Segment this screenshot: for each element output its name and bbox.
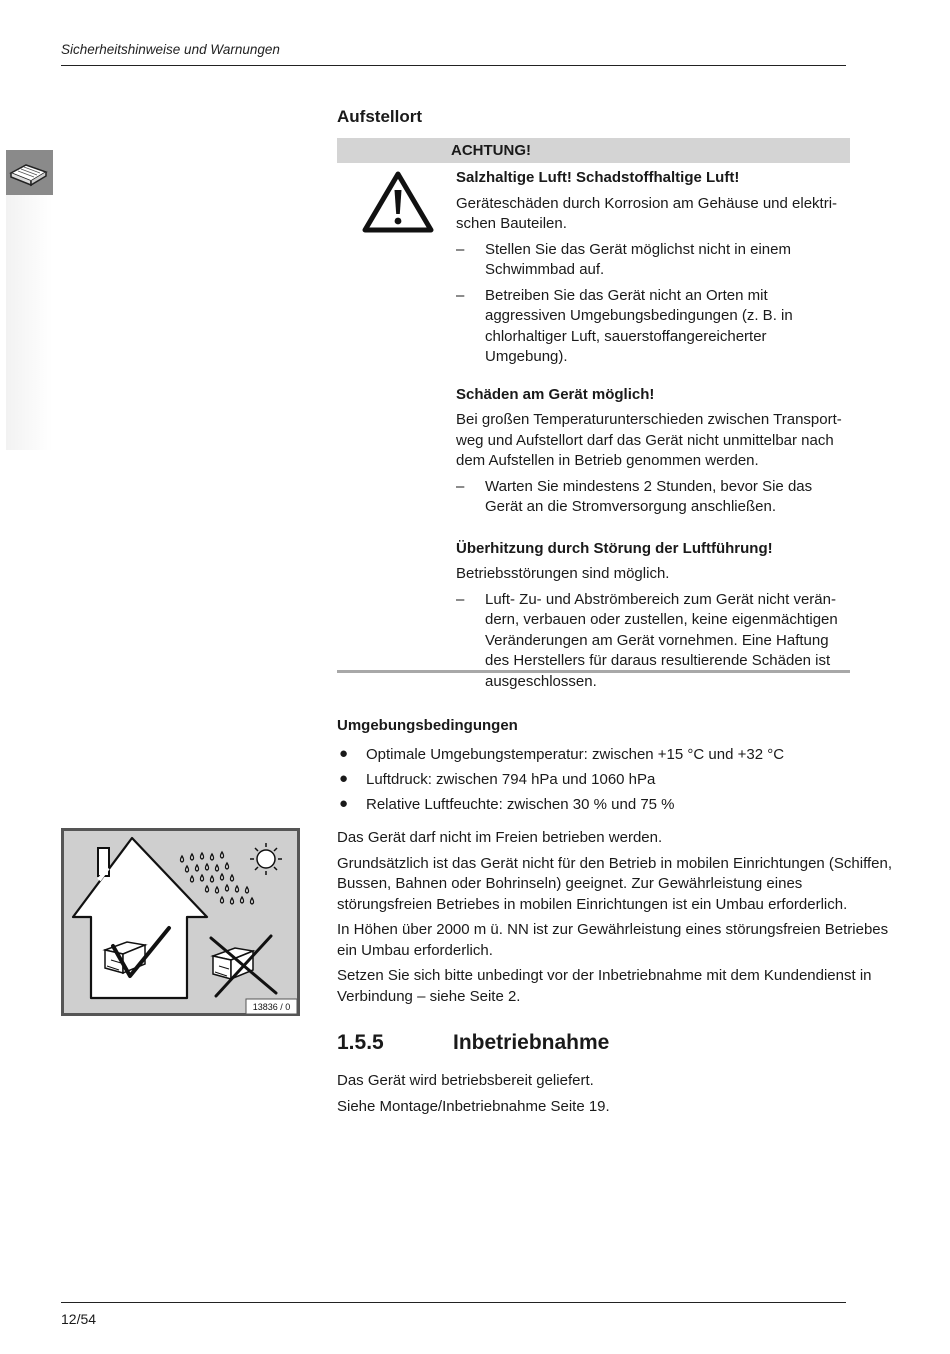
warning-triangle-icon	[361, 170, 435, 234]
dash-marker: –	[456, 286, 465, 304]
bullet-marker: ●	[339, 795, 349, 812]
paragraph: Grundsätzlich ist das Gerät nicht für den Betrieb in mobilen Einrichtungen (Schiffen, Bussen, Bahnen oder Bohrinseln) geeignet. Zur Gewährleistung eines störungsfreien Betriebes in mobilen Einrichtungen ist ein Umbau erforderlich.	[337, 854, 893, 913]
warning-heading-overheating: Überhitzung durch Störung der Luftführung!	[456, 539, 773, 557]
side-tab	[6, 195, 53, 450]
header-rule	[61, 65, 846, 66]
paragraph: Siehe Montage/Inbetriebnahme Seite 19.	[337, 1097, 610, 1115]
dash-marker: –	[456, 590, 465, 608]
warning-text-malfunction: Betriebsstörungen sind möglich.	[456, 565, 670, 582]
warning-title: ACHTUNG!	[451, 142, 531, 159]
warning-heading-salt-air: Salzhaltige Luft! Schadstoffhaltige Luft!	[456, 169, 740, 186]
footer-rule	[61, 1302, 846, 1303]
paragraph: In Höhen über 2000 m ü. NN ist zur Gewährleistung eines störungsfreien Betriebes ein Umbau erforderlich.	[337, 921, 889, 959]
list-item	[456, 590, 848, 693]
figure-label: 13836 / 0	[252, 1002, 291, 1012]
paragraph: Das Gerät darf nicht im Freien betrieben werden.	[337, 829, 663, 846]
dash-marker: –	[456, 477, 465, 495]
subheading-umgebungsbedingungen: Umgebungsbedingungen	[337, 717, 518, 734]
section-body	[337, 1071, 877, 1122]
warning-text-corrosion: Geräteschäden durch Korrosion am Gehäuse und elektri-schen Bauteilen.	[456, 194, 838, 232]
bullet-marker: ●	[339, 745, 349, 762]
list-item	[337, 745, 877, 766]
list-item-text: Betreiben Sie das Gerät nicht an Orten mit aggressiven Umgebungsbedingungen (z. B. in chlorhaltiger Luft, sauerstoffangereicherter Umgebung).	[485, 286, 793, 365]
page-number: 12/54	[61, 1311, 97, 1327]
list-item	[456, 477, 848, 518]
list-item	[337, 795, 877, 816]
section-title: Inbetriebnahme	[453, 1031, 610, 1054]
bullet-marker: ●	[339, 770, 349, 787]
body-text	[337, 828, 897, 1012]
header-title: Sicherheitshinweise und Warnungen	[61, 42, 280, 57]
warning-heading-damage: Schäden am Gerät möglich!	[456, 385, 655, 403]
paragraph: Das Gerät wird betriebsbereit geliefert.	[337, 1072, 594, 1089]
warning-bottom-rule	[337, 670, 850, 673]
list-item-text: Luft- Zu- und Abströmbereich zum Gerät nicht verän-dern, verbauen oder zustellen, keine eigenmächtigen Veränderungen am Gerät vornehmen. Eine Haftung des Herstellers für daraus resultierende Schäden ist ausgeschlossen.	[485, 590, 838, 690]
book-icon	[6, 150, 53, 195]
list-item-text: Warten Sie mindestens 2 Stunden, bevor Sie das Gerät an die Stromversorgung anschließen.	[485, 477, 813, 515]
list-item-text: Relative Luftfeuchte: zwischen 30 % und 75 %	[366, 796, 675, 813]
list-item-text: Luftdruck: zwischen 794 hPa und 1060 hPa	[366, 771, 656, 788]
list-item-text: Optimale Umgebungstemperatur: zwischen +15 °C und +32 °C	[366, 746, 785, 763]
dash-marker: –	[456, 240, 465, 258]
list-item-text: Stellen Sie das Gerät möglichst nicht in einem Schwimmbad auf.	[485, 240, 791, 278]
paragraph: Setzen Sie sich bitte unbedingt vor der Inbetriebnahme mit dem Kundendienst in Verbindung – siehe Seite 2.	[337, 967, 872, 1005]
warning-bar	[337, 138, 850, 163]
bullet-list	[337, 745, 877, 820]
warning-body	[456, 168, 848, 697]
list-item	[337, 770, 877, 791]
section-heading-aufstellort: Aufstellort	[337, 107, 422, 126]
section-number: 1.5.5	[337, 1031, 384, 1054]
list-item	[456, 240, 848, 281]
warning-text-temperature: Bei großen Temperaturunterschieden zwischen Transport-weg und Aufstellort darf das Gerät nicht unmittelbar nach dem Aufstellen in Betrieb genommen werden.	[456, 411, 842, 469]
installation-illustration	[61, 828, 300, 1016]
list-item	[456, 286, 848, 368]
